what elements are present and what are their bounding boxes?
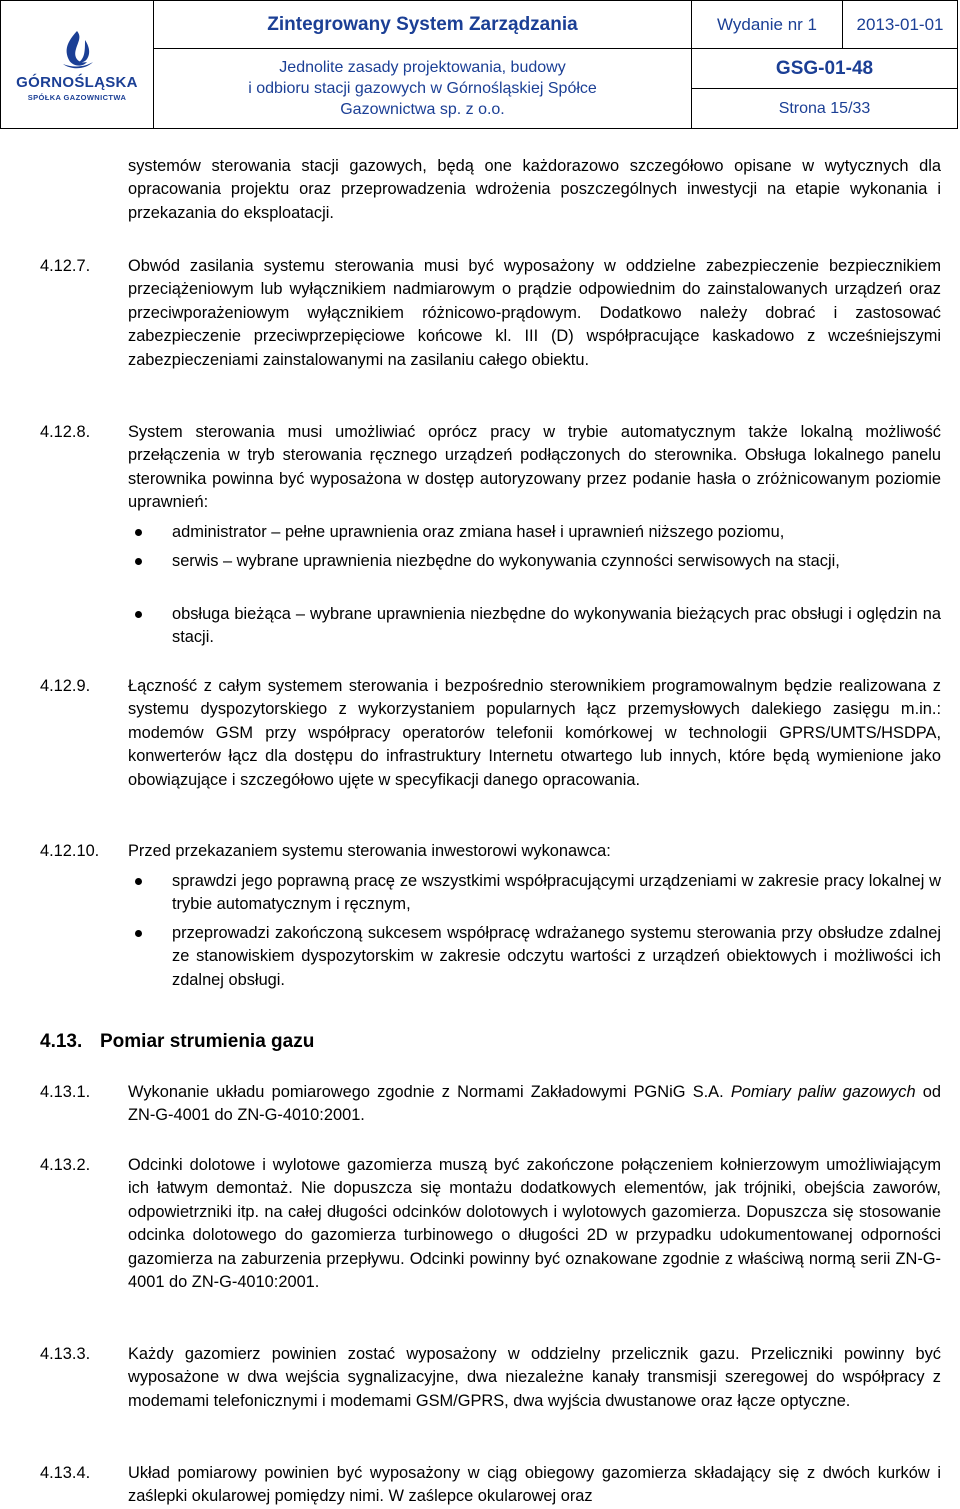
text-run: Wykonanie układu pomiarowego zgodnie z Normami Zakładowymi PGNiG S.A.: [128, 1083, 731, 1101]
document-title: [154, 49, 692, 129]
bullet-icon: [135, 930, 142, 937]
list-item: administrator – pełne uprawnienia oraz zmiana haseł i uprawnień niższego poziomu,: [172, 523, 785, 541]
section-4-13-4-text: Układ pomiarowy powinien być wyposażony w ciąg obiegowy gazomierza składający się z dwóch kurków i zaślepki okularowej pomiędzy nimi. W zaślepce okularowej oraz: [128, 1464, 941, 1506]
flame-logo-icon: [55, 28, 99, 72]
document-code: GSG-01-48: [692, 49, 958, 89]
document-header: [0, 0, 959, 130]
title-line-3: Gazownictwa sp. z o.o.: [340, 101, 505, 118]
section-4-12-9-text: Łączność z całym systemem sterowania i bezpośrednio sterownikiem programowalnym będzie realizowana z systemu dyspozytorskiego z wykorzystaniem popularnych łącz przemysłowych dalekiego zasięgu m.in.: modemów GSM przy współpracy operatorów telefonii komórkowej w technologii GPRS/UMTS/HSDPA, konwerterów łącz dla dostępu do infrastruktury Internetu otwartego lub innych, które będą wymienione jako obowiązujące i szczegółowo ujęte w specyfikacji danego opracowania.: [128, 677, 941, 789]
bullet-icon: [135, 558, 142, 565]
intro-paragraph: systemów sterowania stacji gazowych, będą one każdorazowo szczegółowo opisane w wytycznych dla opracowania projektu oraz przeprowadzenia wdrożenia poszczególnych inwestycji na etapie wykonania i przekazania do eksploatacji.: [128, 157, 941, 222]
list-item: serwis – wybrane uprawnienia niezbędne do wykonywania czynności serwisowych na stacji,: [172, 552, 840, 570]
bullet-icon: [135, 878, 142, 885]
standard-title: Pomiary paliw gazowych: [730, 1083, 916, 1101]
section-number: 4.12.7.: [40, 257, 91, 275]
section-heading-title: Pomiar strumienia gazu: [100, 1031, 315, 1052]
section-number: 4.12.8.: [40, 423, 91, 441]
title-line-2: i odbioru stacji gazowych w Górnośląskiej Spółce: [248, 80, 597, 97]
list-item: przeprowadzi zakończoną sukcesem współpracę wdrażanego systemu sterowania przy obsłudze zdalnej ze stanowiskiem dyspozytorskim w zakresie odczytu wartości z urządzeń obiektowych i możliwości ich zdalnej obsługi.: [172, 924, 941, 989]
header-table: [0, 0, 958, 129]
section-4-13-2-text: Odcinki dolotowe i wylotowe gazomierza muszą być zakończone połączeniem kołnierzowym umożliwiającym ich łatwym demontaż. Nie dopuszcza się montażu dodatkowych elementów, jak trójniki, obejścia zaworów, odpowietrzniki itp. na całej długości odcinków dolotowych i wylotowych gazomierza. Dopuszcza się stosowanie odcinka dolotowego do gazomierza turbinowego o długości 2D w przypadku udokumentowanej odporności gazomierza na zaburzenia przepływu. Odcinki powinny być oznakowane zgodnie z właściwą normą serii ZN-G-4001 do ZN-G-4010:2001.: [128, 1156, 941, 1292]
section-4-13-1-text: [128, 1081, 941, 1128]
section-number: 4.13.2.: [40, 1156, 91, 1174]
logo-cell: [1, 1, 154, 129]
section-4-12-10-text: Przed przekazaniem systemu sterowania inwestorowi wykonawca:: [128, 842, 611, 860]
section-number: 4.13.1.: [40, 1083, 91, 1101]
edition: Wydanie nr 1: [692, 1, 843, 49]
logo-name: GÓRNOŚLĄSKA: [16, 73, 138, 91]
bullet-icon: [135, 611, 142, 618]
section-4-12-8-text: System sterowania musi umożliwiać oprócz pracy w trybie automatycznym także lokalną możliwość przełączenia w tryb sterowania ręcznego urządzeń podłączonych do sterownika. Obsługa lokalnego panelu sterownika powinna być wyposażona w dostęp autoryzowany przez podanie hasła o zróżnicowanym poziomie uprawnień:: [128, 423, 941, 512]
section-number: 4.12.10.: [40, 842, 100, 860]
text-run: od ZN-G-4001 do ZN-G-4010:2001.: [128, 1083, 941, 1125]
logo-subtitle: SPÓŁKA GAZOWNICTWA: [27, 92, 127, 102]
page-number: Strona 15/33: [692, 89, 958, 129]
section-number: 4.12.9.: [40, 677, 91, 695]
bullet-icon: [135, 529, 142, 536]
list-item: obsługa bieżąca – wybrane uprawnienia niezbędne do wykonywania bieżących prac obsługi i oględzin na stacji.: [172, 605, 941, 647]
section-number: 4.13.3.: [40, 1345, 91, 1363]
section-number: 4.13.4.: [40, 1464, 91, 1482]
list-item: sprawdzi jego poprawną pracę ze wszystkimi współpracującymi urządzeniami w zakresie pracy lokalnej w trybie automatycznym i ręcznym,: [172, 872, 941, 914]
title-line-1: Jednolite zasady projektowania, budowy: [279, 59, 566, 76]
system-name: Zintegrowany System Zarządzania: [154, 1, 692, 49]
section-heading-number: 4.13.: [40, 1031, 83, 1052]
section-4-12-7-text: Obwód zasilania systemu sterowania musi być wyposażony w oddzielne zabezpieczenie bezpiecznikiem przeciążeniowym lub wyłącznikiem nadmiarowym o prądzie odpowiednim do zainstalowanych urządzeń oraz przeciwporażeniowym wyłącznikiem różnicowo-prądowym. Dodatkowo należy dobrać i zastosować zabezpieczenie przeciwprzepięciowe końcowe kl. III (D) współpracujące kaskadowo z wcześniejszymi zabezpieczeniami zainstalowanymi na zasilaniu całego obiektu.: [128, 257, 941, 369]
section-4-13-3-text: Każdy gazomierz powinien zostać wyposażony w oddzielny przelicznik gazu. Przeliczniki powinny być wyposażone w dwa wejścia sygnalizacyjne, dwa niezależne kanały transmisji szeregowej do współpracy z modemami telefonicznymi i modemami GSM/GPRS, dwa wyjścia dwustanowe oraz łącze optyczne.: [128, 1345, 941, 1410]
issue-date: 2013-01-01: [843, 1, 958, 49]
company-logo: [1, 28, 153, 102]
